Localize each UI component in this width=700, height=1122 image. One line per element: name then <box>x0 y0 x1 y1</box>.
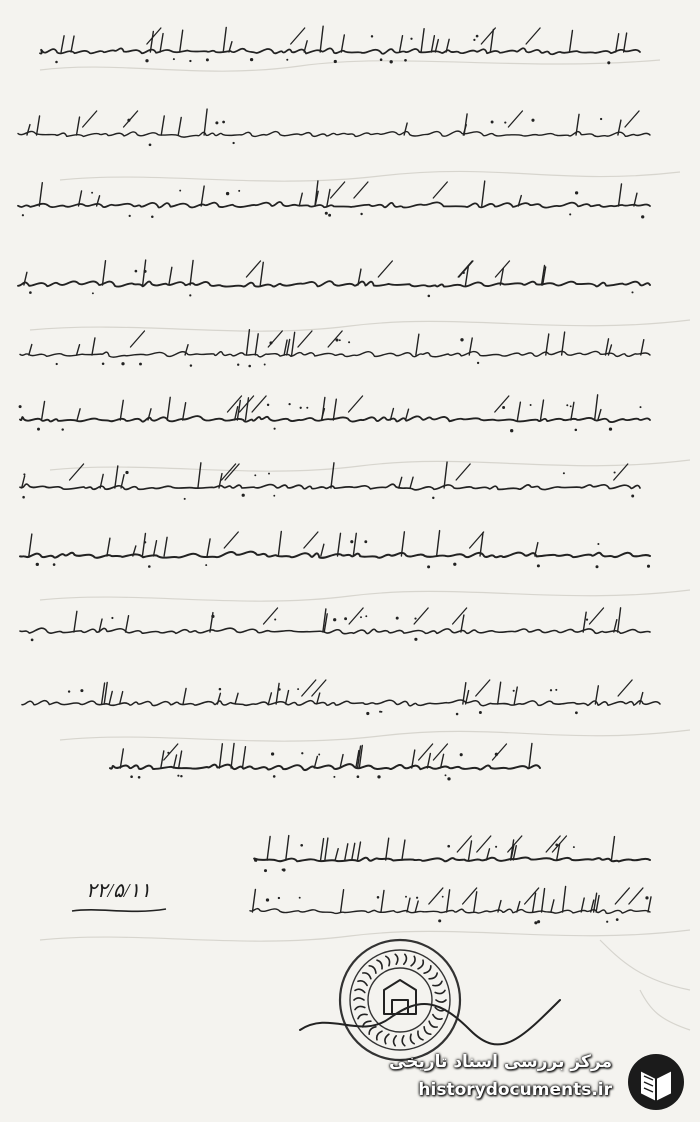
signature-block <box>250 836 651 925</box>
handwriting-line <box>18 202 650 208</box>
handwriting-line <box>22 700 660 706</box>
handwriting-line <box>20 552 650 558</box>
book-icon <box>624 1050 688 1114</box>
document-date: ۲۲/۵/۱۱ <box>86 880 151 902</box>
handwriting-line <box>18 281 650 286</box>
handwriting-line <box>20 351 650 357</box>
handwriting-line <box>20 484 640 490</box>
handwriting-line <box>40 48 640 54</box>
official-seal <box>300 940 560 1060</box>
signature-line <box>250 909 650 914</box>
signature-line <box>254 858 650 862</box>
handwriting-line <box>20 628 650 634</box>
watermark-url: historydocuments.ir <box>418 1080 612 1100</box>
handwriting-line <box>20 416 650 422</box>
watermark-title: مرکز بررسی اسناد تاریخی <box>389 1052 612 1072</box>
handwriting-line <box>18 131 650 137</box>
watermark <box>389 1046 692 1116</box>
date-underline <box>70 905 170 917</box>
handwriting-lines <box>18 26 660 780</box>
